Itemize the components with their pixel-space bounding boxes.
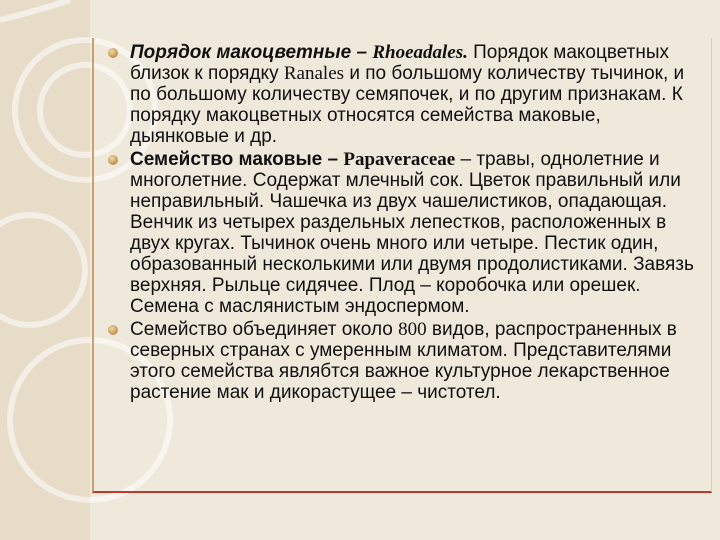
bullet-order <box>108 42 703 147</box>
order-text-after: и по большому количеству тычинок, и по большому количеству семяпочек, и по другим признакам. К порядку макоцветных относятся семейства маковые, дыянковые и др. <box>130 63 685 147</box>
slide-content <box>108 42 703 403</box>
family-text: – травы, однолетние и многолетние. Содержат млечный сок. Цветок правильный или неправильный. Чашечка из двух чашелистиков, опадающая. Венчик из четырех раздельных лепестков, расположенных в двух кругах. Тычинок очень много или четыре. Пестик один, образованный несколькими или двумя продолистиками. Завязь верхняя. Рыльце сидячее. Плод – коробочка или орешек. Семена с маслянистым эндоспермом. <box>130 149 694 317</box>
bullet-dot-icon <box>108 155 118 165</box>
distribution-text-before: Семейство объединяет около <box>130 319 393 340</box>
bullet-dot-icon <box>108 48 118 58</box>
order-heading: Порядок макоцветные – <box>130 42 368 63</box>
bullet-dot-icon <box>108 325 118 335</box>
order-text-latin: Ranales <box>283 63 345 84</box>
bullet-family <box>108 149 703 317</box>
distribution-text-after: видов, распространенных в северных странах с умеренным климатом. Представителями этого семейства являбтся важное культурное лекарственное растение мак и дикорастущее – чистотел. <box>130 319 677 403</box>
order-text-before: Порядок макоцветных близок к порядку <box>130 42 670 84</box>
family-heading: Семейство маковые – <box>130 149 339 170</box>
bullet-distribution <box>108 319 703 403</box>
family-latin: Papaveraceae <box>343 149 456 170</box>
distribution-number: 800 <box>398 319 427 340</box>
order-latin: Rhoeadales. <box>372 42 468 63</box>
